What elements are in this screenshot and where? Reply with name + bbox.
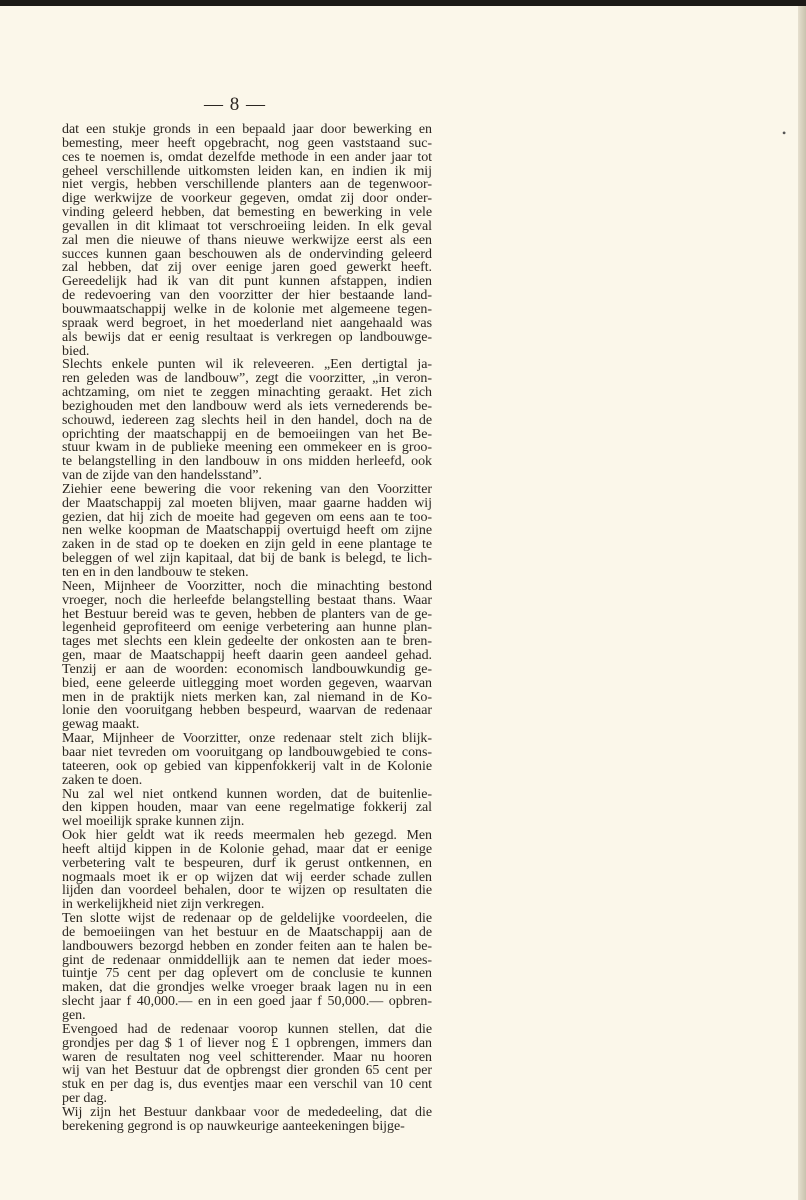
text-line: vinding geleerd hebben, dat bemesting en bewerking in vele bbox=[62, 205, 432, 221]
text-line: landbouwers bezorgd hebben en zonder feiten aan te halen be- bbox=[62, 938, 432, 954]
text-line: der Maatschappij zal moeten blijven, maar gaarne hadden wij bbox=[62, 495, 432, 511]
text-line: Tenzij er aan de woorden: economisch landbouwkundig ge- bbox=[62, 661, 432, 677]
text-line: de bemoeiingen van het bestuur en de Maatschappij aan de bbox=[62, 924, 432, 940]
text-line: gevallen in dit klimaat tot verschroeiing leiden. In elk geval bbox=[62, 218, 432, 234]
text-line: geheel verschillende uitkomsten leiden kan, en indien ik mij bbox=[62, 163, 432, 179]
text-line: nen welke koopman de Maatschappij overtuigd heeft om zijne bbox=[62, 523, 432, 539]
text-line: Evengoed had de redenaar voorop kunnen stellen, dat die bbox=[62, 1021, 432, 1037]
text-line: Neen, Mijnheer de Voorzitter, noch die minachting bestond bbox=[62, 578, 432, 594]
text-line: spraak werd begroet, in het moederland niet aangehaald was bbox=[62, 315, 432, 331]
text-line: Nu zal wel niet ontkend kunnen worden, dat de buitenlie- bbox=[62, 786, 432, 802]
text-line: bied. bbox=[62, 343, 90, 359]
text-line: slecht jaar f 40,000.— en in een goed jaar f 50,000.— opbren- bbox=[62, 994, 432, 1010]
text-line: gezien, dat hij zich de moeite had gegeven om eens aan te too- bbox=[62, 509, 432, 525]
text-line: tages met slechts een klein gedeelte der onkosten aan te bren- bbox=[62, 634, 432, 650]
text-line: achtzaming, om niet te zeggen minachting geraakt. Het zich bbox=[62, 385, 432, 401]
text-line: wel moeilijk sprake kunnen zijn. bbox=[62, 814, 245, 830]
text-line: zaken te doen. bbox=[62, 772, 143, 788]
text-line: van de zijde van den handelsstand”. bbox=[62, 468, 262, 484]
text-line: maken, dat die grondjes welke vroeger braak lagen nu in een bbox=[62, 980, 432, 996]
text-line: oprichting der maatschappij en de bemoeiingen van het Be- bbox=[62, 426, 432, 442]
text-line: gint de redenaar onmiddellijk aan te nemen dat ieder moes- bbox=[62, 952, 432, 968]
text-line: dat een stukje gronds in een bepaald jaar door bewerking en bbox=[62, 122, 432, 137]
text-line: bouwmaatschappij welke in de kolonie met algemeene tegen- bbox=[62, 301, 432, 317]
text-line: vroeger, noch die herleefde belangstelling bestaat thans. Waar bbox=[62, 592, 432, 608]
text-line: zaken in de stad op te doeken en zijn geld in eene plantage te bbox=[62, 537, 432, 553]
text-line: stuur kwam in de publieke meening een ommekeer en is groo- bbox=[62, 440, 432, 456]
text-line: legenheid geprofiteerd om eenige verbetering aan hunne plan- bbox=[62, 620, 432, 636]
text-line: gewag maakt. bbox=[62, 717, 140, 733]
text-line: berekening gegrond is op nauwkeurige aanteekeningen bijge- bbox=[62, 1118, 405, 1134]
text-line: Ook hier geldt wat ik reeds meermalen heb gezegd. Men bbox=[62, 828, 432, 844]
text-line: zal hebben, dat zij over eenige jaren goed gewerkt heeft. bbox=[62, 260, 432, 276]
text-line: als bewijs dat er eenig resultaat is verkregen op landbouwge- bbox=[62, 329, 432, 345]
text-line: per dag. bbox=[62, 1091, 107, 1107]
text-line: heeft altijd kippen in de Kolonie gehad, maar dat er eenige bbox=[62, 841, 432, 857]
text-line: beleggen of wel zijn kapitaal, dat bij de bank is belegd, te lich- bbox=[62, 551, 432, 567]
text-line: Ten slotte wijst de redenaar op de geldelijke voordeelen, die bbox=[62, 911, 432, 927]
text-line: ces te noemen is, omdat dezelfde methode in een ander jaar tot bbox=[62, 149, 432, 165]
text-line: te belangstelling in den landbouw in ons midden herleefd, ook bbox=[62, 454, 432, 470]
text-line: gen, maar de Maatschappij heeft daarin geen aandeel gehad. bbox=[62, 648, 432, 664]
text-line: succes kunnen gaan beschouwen als de ondervinding geleerd bbox=[62, 246, 432, 262]
text-line: stuk en per dag is, dus eventjes maar een verschil van 10 cent bbox=[62, 1077, 432, 1093]
text-line: tateeren, ook op gebied van kippenfokkerij valt in de Kolonie bbox=[62, 758, 432, 774]
body-text bbox=[62, 123, 432, 1134]
text-line: de redevoering van den voorzitter der hier bestaande land- bbox=[62, 288, 432, 304]
text-line: lonie den vooruitgang hebben bespeurd, waarvan de redenaar bbox=[62, 703, 432, 719]
text-line: waren de resultaten nog veel schitterender. Maar nu hooren bbox=[62, 1049, 432, 1065]
text-line: tuintje 75 cent per dag oplevert om de conclusie te kunnen bbox=[62, 966, 432, 982]
text-line: dige werkwijze de voorkeur gegeven, omdat zij door onder- bbox=[62, 191, 432, 207]
text-line: men in de praktijk niets merken kan, zal niemand in de Ko- bbox=[62, 689, 432, 705]
margin-mark: • bbox=[782, 126, 787, 140]
text-line: bied, eene geleerde uitlegging moet worden gegeven, waarvan bbox=[62, 675, 432, 691]
text-line: lijden dan voordeel behalen, door te wijzen op resultaten die bbox=[62, 883, 432, 899]
text-line: baar niet tevreden om vooruitgang op landbouwgebied te cons- bbox=[62, 744, 432, 760]
text-line: Slechts enkele punten wil ik releveeren. „Een dertigtal ja- bbox=[62, 357, 432, 373]
text-line: ren geleden was de landbouw”, zegt die voorzitter, „in veron- bbox=[62, 371, 432, 387]
text-line: zal men die nieuwe of thans nieuwe werkwijze eerst als een bbox=[62, 232, 432, 248]
text-line: gen. bbox=[62, 1008, 86, 1023]
text-line: Gereedelijk had ik van dit punt kunnen afstappen, indien bbox=[62, 274, 432, 290]
scan-top-border bbox=[0, 0, 806, 6]
text-line: ten en in den landbouw te steken. bbox=[62, 565, 249, 580]
text-line: in werkelijkheid niet zijn verkregen. bbox=[62, 897, 265, 913]
text-line: bemesting, meer heeft opgebracht, nog geen vaststaand suc- bbox=[62, 135, 432, 151]
text-line: nogmaals moet ik er op wijzen dat wij eerder schade zullen bbox=[62, 869, 432, 885]
scan-right-edge bbox=[798, 6, 806, 1200]
text-line: den kippen houden, maar van eene regelmatige fokkerij zal bbox=[62, 800, 432, 816]
text-line: bezighouden met den landbouw werd als iets vernederends be- bbox=[62, 398, 432, 414]
text-line: verbetering valt te bespeuren, durf ik gerust ontkennen, en bbox=[62, 855, 432, 871]
text-line: Maar, Mijnheer de Voorzitter, onze redenaar stelt zich blijk- bbox=[62, 731, 432, 747]
text-line: wij van het Bestuur dat de opbrengst dier gronden 65 cent per bbox=[62, 1063, 432, 1079]
text-line: Wij zijn het Bestuur dankbaar voor de mededeeling, dat die bbox=[62, 1104, 432, 1120]
text-line: grondjes per dag $ 1 of liever nog £ 1 opbrengen, immers dan bbox=[62, 1035, 432, 1051]
text-line: niet vergis, hebben verschillende planters aan de tegenwoor- bbox=[62, 177, 432, 193]
text-line: Ziehier eene bewering die voor rekening van den Voorzitter bbox=[62, 481, 432, 497]
text-line: schouwd, iedereen zag slechts heil in den handel, doch na de bbox=[62, 412, 432, 428]
page-number: — 8 — bbox=[204, 94, 266, 115]
text-line: het Bestuur bereid was te geven, hebben de planters van de ge- bbox=[62, 606, 432, 622]
